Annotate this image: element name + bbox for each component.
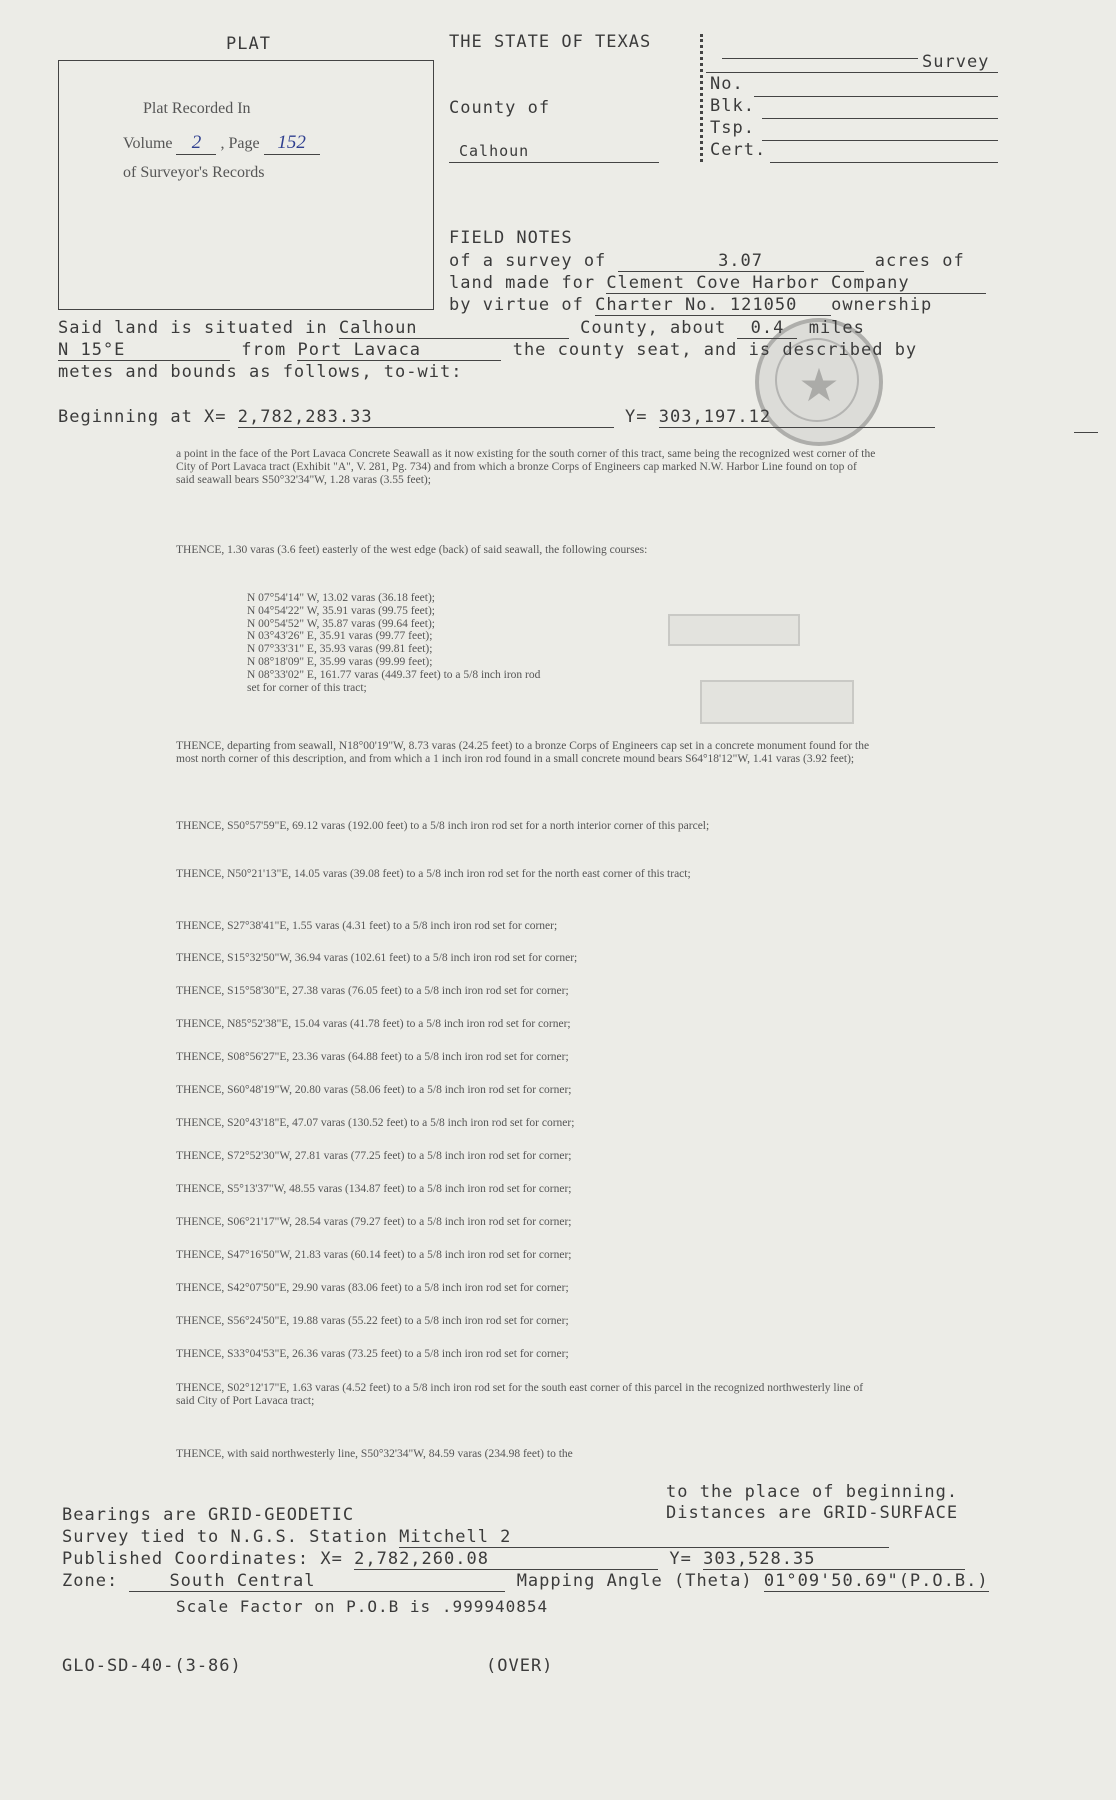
volume-field xyxy=(176,132,216,155)
form-number: GLO-SD-40-(3-86) xyxy=(62,1656,242,1676)
field-notes-title: FIELD NOTES xyxy=(449,228,573,248)
place-of-beginning: to the place of beginning. xyxy=(666,1482,959,1502)
scale-factor: Scale Factor on P.O.B is .999940854 xyxy=(176,1597,549,1616)
situated-line xyxy=(58,318,865,339)
intro-paragraph: a point in the face of the Port Lavaca Concrete Seawall as it now existing for the south corner of this tract, same being the recognized west corner of the City of Port Lavaca tract (Exhibit "A", V. 281, Pg. 734) and from which a bronze Corps of Engineers cap marked N.W. Harbor Line found on top of said seawall bears S50°32'34"W, 1.28 varas (3.55 feet); xyxy=(176,448,876,486)
virtue-line xyxy=(449,295,932,316)
state-title: THE STATE OF TEXAS xyxy=(449,32,652,52)
thence-south-paragraph: THENCE, S02°12'17"E, 1.63 varas (4.52 feet) to a 5/8 inch iron rod set for the south east corner of this parcel in the recognized northwesterly line of said City of Port Lavaca tract; xyxy=(176,1382,864,1407)
margin-tick xyxy=(1074,432,1098,433)
tied-line xyxy=(62,1527,889,1548)
pub-x-value: 2,782,260.08 xyxy=(354,1549,489,1569)
county-field xyxy=(449,142,659,163)
county-label: County of xyxy=(449,98,551,118)
tied-value: Mitchell 2 xyxy=(399,1527,512,1547)
thence-paragraph-1: THENCE, S50°57'59"E, 69.12 varas (192.00 feet) to a 5/8 inch iron rod set for a north interior corner of this parcel; xyxy=(176,820,710,832)
thence-course: THENCE, S06°21'17"W, 28.54 varas (79.27 feet) to a 5/8 inch iron rod set for corner; xyxy=(176,1216,572,1228)
volume-value: 2 xyxy=(191,132,202,153)
survey-of-label: of a survey of xyxy=(449,251,607,271)
volume-label: Volume xyxy=(123,135,173,152)
made-for-field xyxy=(606,273,986,294)
no-rule xyxy=(754,96,998,97)
plat-record-box xyxy=(58,60,434,310)
beginning-x-value: 2,782,283.33 xyxy=(237,407,373,427)
plat-recorded-label: Plat Recorded In xyxy=(143,100,251,117)
thence-course: THENCE, S20°43'18"E, 47.07 varas (130.52 feet) to a 5/8 inch iron rod set for corner; xyxy=(176,1117,575,1129)
survey-bracket xyxy=(700,34,705,162)
made-for-value: Clement Cove Harbor Company xyxy=(606,273,910,293)
acres-field xyxy=(618,251,864,272)
no-label: No. xyxy=(710,74,744,94)
made-for-line xyxy=(449,273,986,294)
from-label: from xyxy=(241,340,287,360)
zone-value: South Central xyxy=(169,1571,316,1591)
blk-label: Blk. xyxy=(710,96,755,116)
beginning-x-field xyxy=(238,407,614,428)
miles-value: 0.4 xyxy=(750,318,785,338)
beginning-y-label: Y= xyxy=(625,407,648,427)
thence-course: THENCE, S47°16'50"W, 21.83 varas (60.14 feet) to a 5/8 inch iron rod set for corner; xyxy=(176,1249,572,1261)
thence-course: THENCE, S15°32'50"W, 36.94 varas (102.61 feet) to a 5/8 inch iron rod set for corner; xyxy=(176,952,578,964)
thence-course: THENCE, N85°52'38"E, 15.04 varas (41.78 feet) to a 5/8 inch iron rod set for corner; xyxy=(176,1018,571,1030)
beginning-y-field xyxy=(659,407,935,428)
land-made-for-label: land made for xyxy=(449,273,596,293)
situated-value: Calhoun xyxy=(338,318,418,338)
mapping-angle-label: Mapping Angle (Theta) xyxy=(516,1571,753,1591)
mapping-angle-value: 01°09'50.69"(P.O.B.) xyxy=(763,1571,989,1591)
metes-bounds-label: metes and bounds as follows, to-wit: xyxy=(58,362,463,382)
seawall-course: N 03°43'26" E, 35.91 varas (99.77 feet); xyxy=(247,630,433,643)
situated-label: Said land is situated in xyxy=(58,318,328,338)
blk-rule xyxy=(762,118,998,119)
page-label: Page xyxy=(228,135,260,152)
pub-x-field xyxy=(354,1549,658,1570)
thence-course: THENCE, S15°58'30"E, 27.38 varas (76.05 feet) to a 5/8 inch iron rod set for corner; xyxy=(176,985,569,997)
miles-label: miles xyxy=(808,318,865,338)
bearings-note: Bearings are GRID-GEODETIC xyxy=(62,1505,355,1525)
county-seat-label: the county seat, and is described by xyxy=(512,340,918,360)
virtue-value: Charter No. 121050 xyxy=(595,295,798,315)
beginning-y-value: 303,197.12 xyxy=(658,407,772,427)
thence-course: THENCE, S72°52'30"W, 27.81 varas (77.25 feet) to a 5/8 inch iron rod set for corner; xyxy=(176,1150,572,1162)
thence-course: THENCE, S60°48'19"W, 20.80 varas (58.06 feet) to a 5/8 inch iron rod set for corner; xyxy=(176,1084,572,1096)
thence-course: THENCE, S27°38'41"E, 1.55 varas (4.31 feet) to a 5/8 inch iron rod set for corner; xyxy=(176,920,558,932)
virtue-field xyxy=(595,295,831,316)
thence-paragraph-2: THENCE, N50°21'13"E, 14.05 varas (39.08 feet) to a 5/8 inch iron rod set for the north east corner of this tract; xyxy=(176,868,691,880)
plat-label: PLAT xyxy=(226,34,271,54)
seawall-courses-list xyxy=(247,592,540,694)
ownership-label: ownership xyxy=(831,295,933,315)
situated-field xyxy=(339,318,569,339)
tsp-label: Tsp. xyxy=(710,118,755,138)
thence-final-line: THENCE, with said northwesterly line, S50°32'34"W, 84.59 varas (234.98 feet) to the xyxy=(176,1448,573,1460)
thence-course: THENCE, S5°13'37"W, 48.55 varas (134.87 feet) to a 5/8 inch iron rod set for corner; xyxy=(176,1183,572,1195)
thence-seawall-paragraph: THENCE, 1.30 varas (3.6 feet) easterly of the west edge (back) of said seawall, the following courses: xyxy=(176,544,648,556)
tied-field xyxy=(399,1527,889,1548)
thence-departing-paragraph: THENCE, departing from seawall, N18°00'19"W, 8.73 varas (24.25 feet) to a bronze Corps of Engineers cap set in a concrete monument found for the most north corner of this description, and from which a 1 inch iron rod found in a small concrete mound bears S64°18'12"W, 1.41 varas (3.92 feet); xyxy=(176,740,870,765)
distances-note: Distances are GRID-SURFACE xyxy=(666,1503,959,1523)
seawall-course: N 08°18'09" E, 35.99 varas (99.99 feet); xyxy=(247,655,433,668)
cert-rule xyxy=(770,162,998,163)
faint-stamp-2 xyxy=(700,680,854,724)
cert-label: Cert. xyxy=(710,140,767,160)
published-label: Published Coordinates: X= xyxy=(62,1549,343,1569)
faint-stamp-1 xyxy=(668,614,800,646)
zone-label: Zone: xyxy=(62,1571,119,1591)
seawall-course: N 00°54'52" W, 35.87 varas (99.64 feet); xyxy=(247,617,435,630)
zone-field xyxy=(129,1571,505,1592)
direction-value: N 15°E xyxy=(58,340,126,360)
survey-of-line xyxy=(449,251,965,272)
thence-course: THENCE, S56°24'50"E, 19.88 varas (55.22 feet) to a 5/8 inch iron rod set for corner; xyxy=(176,1315,569,1327)
seawall-course: N 08°33'02" E, 161.77 varas (449.37 feet) to a 5/8 inch iron rod xyxy=(247,668,541,681)
tsp-rule xyxy=(762,140,998,141)
seawall-course: set for corner of this tract; xyxy=(247,681,367,694)
page-field xyxy=(264,132,320,155)
zone-line xyxy=(62,1571,989,1592)
direction-line xyxy=(58,340,917,361)
thence-course: THENCE, S42°07'50"E, 29.90 varas (83.06 feet) to a 5/8 inch iron rod set for corner; xyxy=(176,1282,569,1294)
survey-rule-1 xyxy=(722,58,918,59)
from-field xyxy=(297,340,501,361)
county-value: Calhoun xyxy=(459,142,530,160)
seawall-course: N 07°33'31" E, 35.93 varas (99.81 feet); xyxy=(247,643,433,656)
acres-label: acres of xyxy=(874,251,965,271)
tied-label: Survey tied to N.G.S. Station xyxy=(62,1527,388,1547)
surveyor-records-label: of Surveyor's Records xyxy=(123,164,265,181)
over-label: (OVER) xyxy=(486,1656,554,1676)
miles-field xyxy=(737,318,797,339)
seawall-course: N 07°54'14" W, 13.02 varas (36.18 feet); xyxy=(247,592,435,604)
thence-course: THENCE, S08°56'27"E, 23.36 varas (64.88 feet) to a 5/8 inch iron rod set for corner; xyxy=(176,1051,569,1063)
published-line xyxy=(62,1549,965,1570)
acres-value: 3.07 xyxy=(718,251,764,271)
by-virtue-label: by virtue of xyxy=(449,295,584,315)
direction-field xyxy=(58,340,230,361)
pub-y-field xyxy=(703,1549,965,1570)
pub-y-label: Y= xyxy=(669,1549,692,1569)
beginning-label: Beginning at X= xyxy=(58,407,227,427)
beginning-line xyxy=(58,407,935,428)
survey-rule-2 xyxy=(706,72,998,73)
thence-course: THENCE, S33°04'53"E, 26.36 varas (73.25 feet) to a 5/8 inch iron rod set for corner; xyxy=(176,1348,569,1360)
pub-y-value: 303,528.35 xyxy=(703,1549,816,1569)
volume-line: Volume 2 , Page 152 xyxy=(123,132,320,155)
mapping-angle-field xyxy=(764,1571,989,1592)
seawall-course: N 04°54'22" W, 35.91 varas (99.75 feet); xyxy=(247,604,435,617)
page-value: 152 xyxy=(277,132,306,153)
from-value: Port Lavaca xyxy=(297,340,422,360)
star-icon: ★ xyxy=(798,358,840,412)
county-about-label: County, about xyxy=(580,318,727,338)
survey-label: Survey xyxy=(922,52,990,72)
